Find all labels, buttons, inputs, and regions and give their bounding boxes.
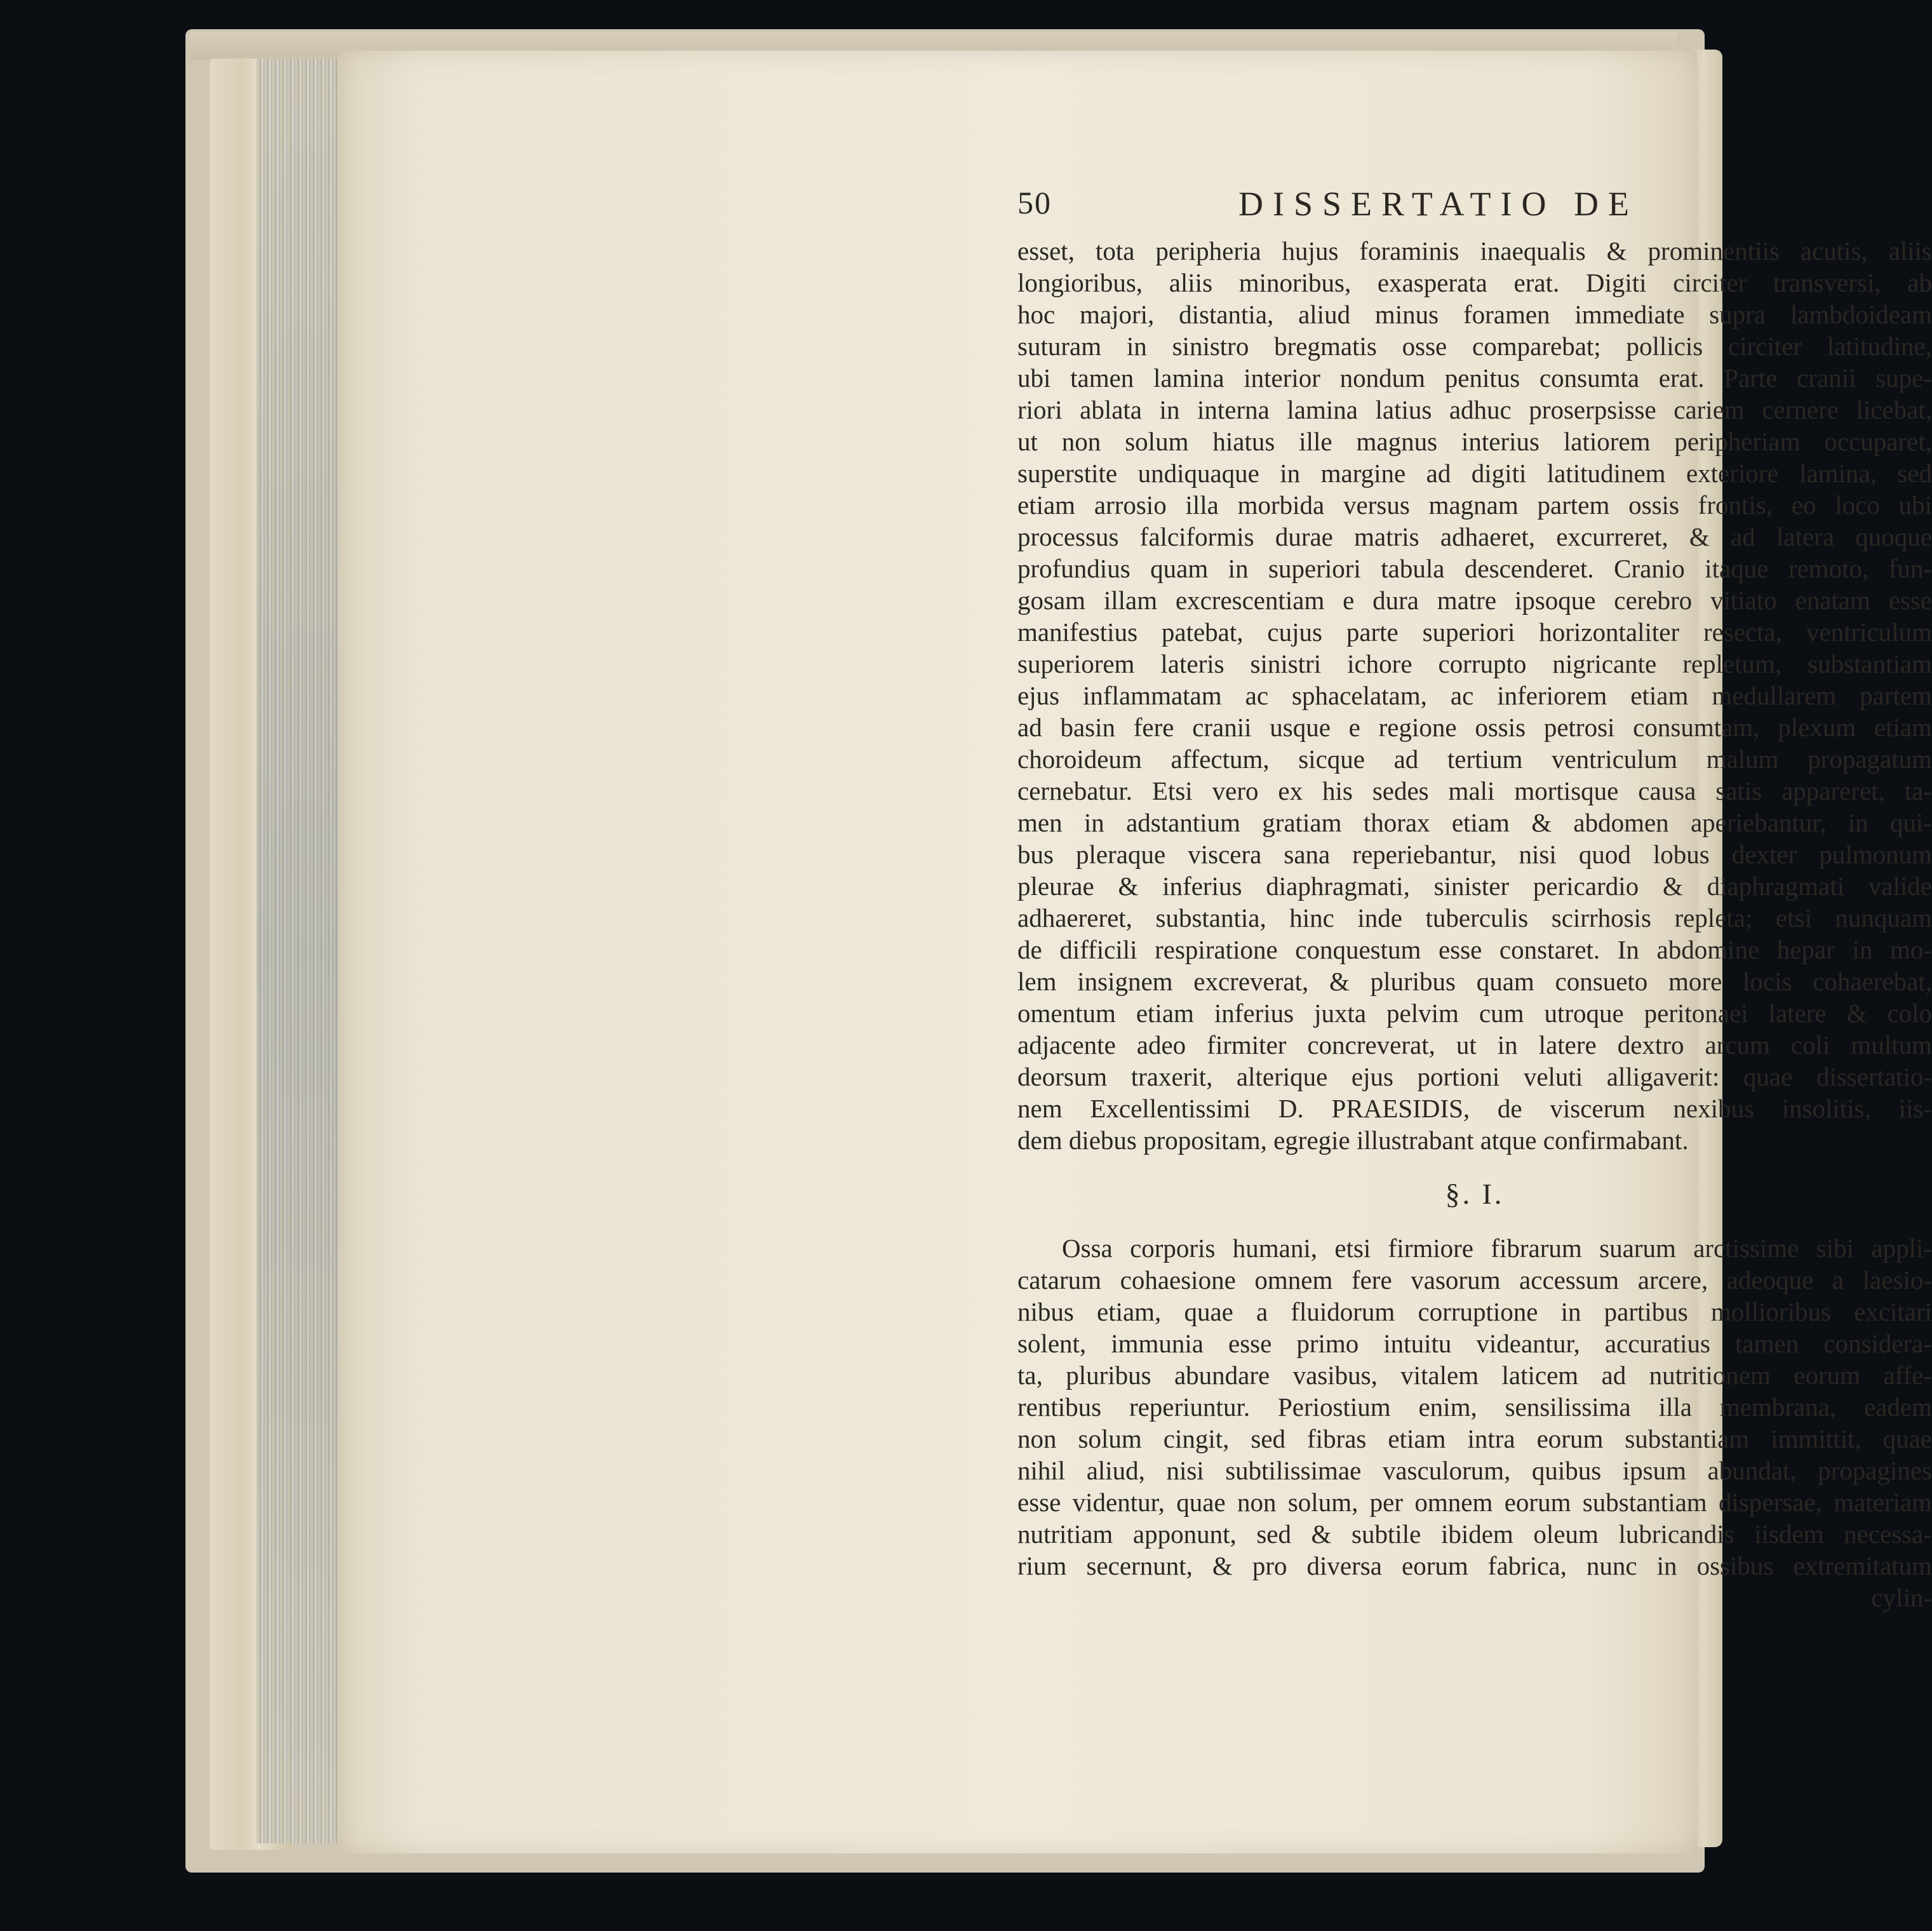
text-line: adhaereret, substantia, hinc inde tuberculis scirrhosis repleta; etsi nunquam (1017, 903, 1932, 932)
paragraph-2 (1017, 1232, 1932, 1582)
text-line: pleurae & inferius diaphragmati, sinister pericardio & diaphragmati valide (1017, 871, 1932, 901)
text-line: rium secernunt, & pro diversa eorum fabrica, nunc in ossibus extremitatum (1017, 1551, 1932, 1580)
running-title: DISSERTATIO DE (1238, 185, 1639, 223)
text-line: choroideum affectum, sicque ad tertium ventriculum malum propagatum (1017, 744, 1932, 774)
text-line: esset, tota peripheria hujus foraminis inaequalis & prominentiis acutis, aliis (1017, 236, 1932, 266)
text-line: men in adstantium gratiam thorax etiam & abdomen aperiebantur, in qui- (1017, 808, 1932, 837)
text-line: manifestius patebat, cujus parte superiori horizontaliter resecta, ventriculum (1017, 617, 1932, 647)
text-line: suturam in sinistro bregmatis osse comparebat; pollicis circiter latitudine, (1017, 332, 1932, 361)
text-line: ta, pluribus abundare vasibus, vitalem laticem ad nutritionem eorum affe- (1017, 1361, 1932, 1390)
text-line: nutritiam apponunt, sed & subtile ibidem oleum lubricandis iisdem necessa- (1017, 1519, 1932, 1549)
text-line: ut non solum hiatus ille magnus interius latiorem peripheriam occuparet, (1017, 427, 1932, 456)
text-line: nem Excellentissimi D. PRAESIDIS, de viscerum nexibus insolitis, iis- (1017, 1094, 1932, 1123)
text-line: hoc majori, distantia, aliud minus foramen immediate supra lambdoideam (1017, 300, 1932, 329)
text-line: Ossa corporis humani, etsi firmiore fibrarum suarum arctissime sibi appli- (1062, 1234, 1932, 1263)
text-line: riori ablata in interna lamina latius adhuc proserpsisse cariem cernere licebat, (1017, 395, 1932, 424)
text-line: de difficili respiratione conquestum esse constaret. In abdomine hepar in mo- (1017, 935, 1932, 964)
text-line: omentum etiam inferius juxta pelvim cum utroque peritonaei latere & colo (1017, 999, 1932, 1028)
text-line: gosam illam excrescentiam e dura matre ipsoque cerebro vitiato enatam esse (1017, 586, 1932, 615)
catchword: cylin- (1871, 1583, 1932, 1612)
text-line: rentibus reperiuntur. Periostium enim, sensilissima illa membrana, eadem (1017, 1392, 1932, 1422)
text-line: dem diebus propositam, egregie illustrabant atque confirmabant. (1017, 1126, 1689, 1155)
section-heading: §. I. (1445, 1178, 1505, 1210)
text-line: cernebatur. Etsi vero ex his sedes mali mortisque causa satis appareret, ta- (1017, 776, 1932, 805)
text-line: ubi tamen lamina interior nondum penitus consumta erat. Parte cranii supe- (1017, 363, 1932, 393)
text-line: catarum cohaesione omnem fere vasorum accessum arcere, adeoque a laesio- (1017, 1265, 1932, 1295)
text-line: esse videntur, quae non solum, per omnem eorum substantiam dispersae, materiam (1017, 1488, 1932, 1517)
text-line: solent, immunia esse primo intuitu videantur, accuratius tamen considera- (1017, 1329, 1932, 1358)
text-line: bus pleraque viscera sana reperiebantur, nisi quod lobus dexter pulmonum (1017, 840, 1932, 869)
text-line: lem insignem excreverat, & pluribus quam consueto more locis cohaerebat, (1017, 967, 1932, 996)
paragraph-1 (1017, 235, 1932, 1156)
text-line: longioribus, aliis minoribus, exasperata erat. Digiti circiter transversi, ab (1017, 268, 1932, 297)
text-line: deorsum traxerit, alterique ejus portioni veluti alligaverit: quae dissertatio- (1017, 1062, 1932, 1091)
text-line: ejus inflammatam ac sphacelatam, ac inferiorem etiam medullarem partem (1017, 681, 1932, 710)
page-edges-shade (257, 58, 340, 1843)
text-line: non solum cingit, sed fibras etiam intra eorum substantiam immittit, quae (1017, 1424, 1932, 1453)
page (338, 51, 1932, 1854)
text-line: etiam arrosio illa morbida versus magnam partem ossis frontis, eo loco ubi (1017, 490, 1932, 520)
text-line: nihil aliud, nisi subtilissimae vasculorum, quibus ipsum abundat, propagines (1017, 1456, 1932, 1485)
text-line: adjacente adeo firmiter concreverat, ut in latere dextro arcum coli multum (1017, 1030, 1932, 1060)
text-line: superiorem lateris sinistri ichore corrupto nigricante repletum, substantiam (1017, 649, 1932, 678)
text-line: ad basin fere cranii usque e regione ossis petrosi consumtam, plexum etiam (1017, 713, 1932, 742)
running-head (1017, 184, 1932, 235)
page-number: 50 (1017, 185, 1052, 220)
text-line: processus falciformis durae matris adhaeret, excurreret, & ad latera quoque (1017, 522, 1932, 551)
text-line: profundius quam in superiori tabula descenderet. Cranio itaque remoto, fun- (1017, 554, 1932, 583)
text-line: superstite undiquaque in margine ad digiti latitudinem exteriore lamina, sed (1017, 459, 1932, 488)
text-line: nibus etiam, quae a fluidorum corruptione in partibus mollioribus excitari (1017, 1297, 1932, 1326)
text-block (1017, 184, 1932, 1613)
